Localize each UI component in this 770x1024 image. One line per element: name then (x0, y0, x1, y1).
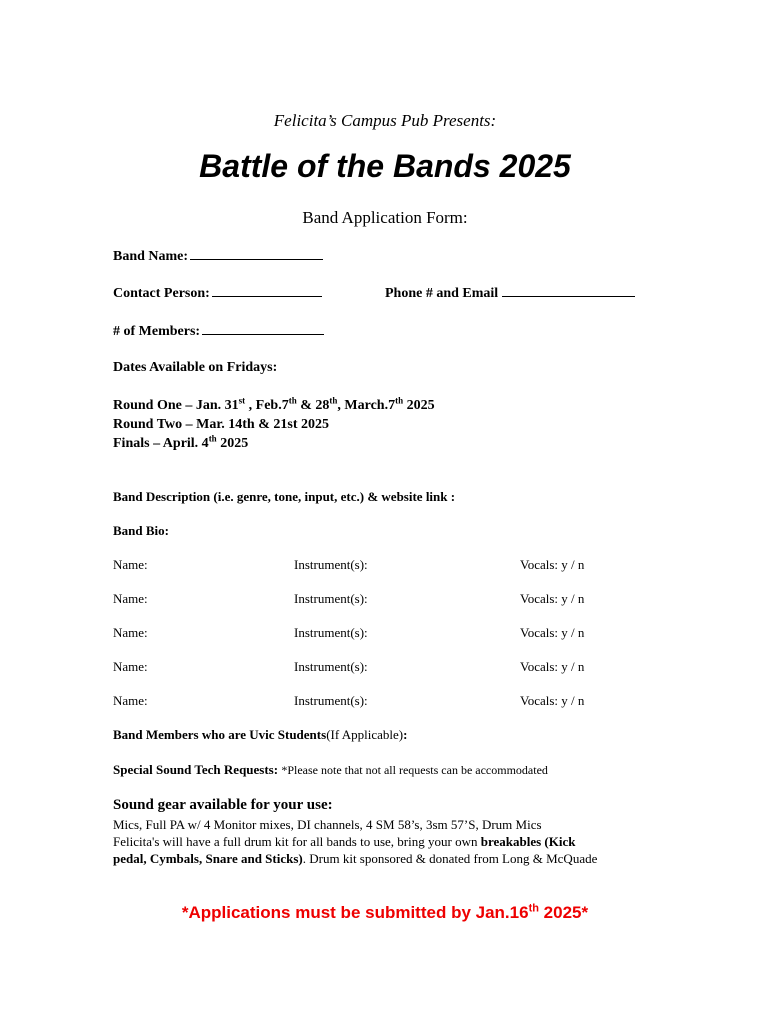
contact-person-label: Contact Person: (113, 286, 210, 301)
phone-email-input[interactable] (502, 284, 635, 297)
contact-person-input[interactable] (212, 284, 322, 297)
members-count-input[interactable] (202, 322, 324, 335)
sound-tech-label: Special Sound Tech Requests: (113, 762, 279, 777)
member-name-label: Name: (113, 591, 148, 606)
member-name-label: Name: (113, 659, 148, 674)
sound-tech-note: *Please note that not all requests can be accommodated (281, 763, 548, 777)
member-instrument-label: Instrument(s): (294, 625, 368, 640)
round-one-line: Round One – Jan. 31st , Feb.7th & 28th, March.7th 2025 (113, 395, 435, 413)
members-count-label: # of Members: (113, 324, 201, 339)
member-instrument-label: Instrument(s): (294, 591, 368, 606)
round-dates (113, 396, 435, 453)
page-title: Battle of the Bands 2025 (199, 148, 571, 184)
gear-line-1: Mics, Full PA w/ 4 Monitor mixes, DI channels, 4 SM 58’s, 3sm 57’S, Drum Mics (113, 817, 542, 832)
phone-email-field (385, 284, 635, 302)
member-vocals-label: Vocals: y / n (520, 591, 585, 606)
band-description-label: Band Description (i.e. genre, tone, input, etc.) & website link : (113, 489, 456, 504)
member-vocals-label: Vocals: y / n (520, 557, 585, 572)
member-name-label: Name: (113, 693, 148, 708)
uvic-students-line: Band Members who are Uvic Students(If Applicable): (113, 727, 408, 742)
uvic-students-label: Band Members who are Uvic Students (113, 727, 327, 742)
member-name-label: Name: (113, 625, 148, 640)
member-instrument-label: Instrument(s): (294, 557, 368, 572)
band-name-label: Band Name: (113, 249, 189, 264)
presenter-line: Felicita’s Campus Pub Presents: (273, 111, 497, 130)
member-vocals-label: Vocals: y / n (520, 625, 585, 640)
gear-title: Sound gear available for your use: (113, 797, 333, 813)
band-name-input[interactable] (190, 247, 323, 260)
gear-line-3: pedal, Cymbals, Snare and Sticks). Drum kit sponsored & donated from Long & McQuade (113, 851, 598, 866)
finals-line: Finals – April. 4th 2025 (113, 433, 249, 451)
contact-person-field (113, 284, 322, 302)
phone-email-label: Phone # and Email (385, 286, 499, 301)
round-two-line: Round Two – Mar. 14th & 21st 2025 (113, 417, 329, 432)
sound-tech-line (113, 762, 548, 778)
gear-line-2: Felicita's will have a full drum kit for all bands to use, bring your own breakables (Kick (113, 834, 576, 849)
dates-available-label: Dates Available on Fridays: (113, 360, 278, 375)
member-instrument-label: Instrument(s): (294, 659, 368, 674)
member-vocals-label: Vocals: y / n (520, 693, 585, 708)
member-name-label: Name: (113, 557, 148, 572)
members-count-field (113, 322, 324, 340)
band-bio-label: Band Bio: (113, 523, 169, 538)
deadline-notice: *Applications must be submitted by Jan.16th 2025* (181, 902, 589, 922)
band-name-field (113, 247, 323, 265)
member-instrument-label: Instrument(s): (294, 693, 368, 708)
gear-details (113, 816, 597, 867)
member-vocals-label: Vocals: y / n (520, 659, 585, 674)
form-subtitle: Band Application Form: (302, 208, 468, 227)
